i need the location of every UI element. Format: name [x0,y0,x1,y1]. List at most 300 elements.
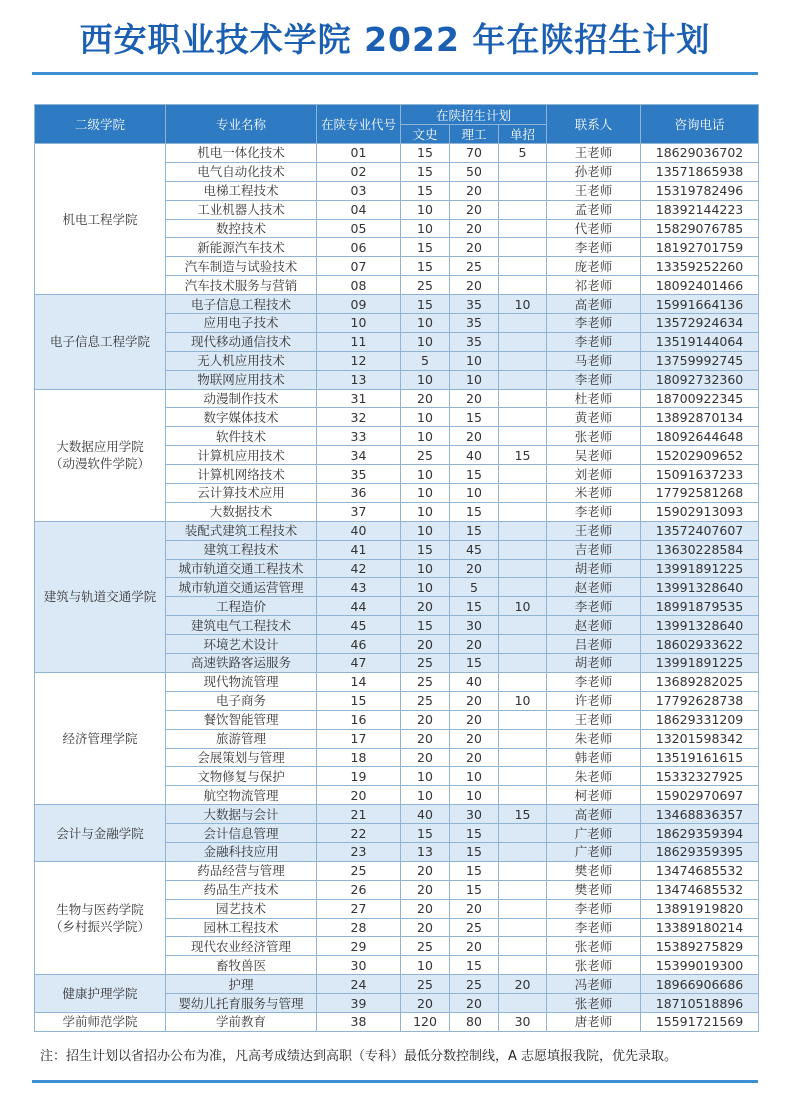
table-row [35,1012,759,1031]
cell-contact: 张老师 [547,427,641,446]
cell-science: 40 [450,446,499,465]
cell-single [499,937,547,956]
cell-contact: 李老师 [547,502,641,521]
cell-contact: 黄老师 [547,408,641,427]
cell-code: 27 [317,899,401,918]
cell-major: 数字媒体技术 [166,408,317,427]
cell-contact: 李老师 [547,899,641,918]
college-group [35,295,759,389]
cell-code: 43 [317,578,401,597]
cell-major: 学前教育 [166,1012,317,1031]
cell-phone: 13474685532 [641,880,759,899]
cell-science: 70 [450,144,499,163]
cell-single [499,672,547,691]
cell-science: 20 [450,181,499,200]
cell-contact: 赵老师 [547,616,641,635]
cell-college: 学前师范学院 [35,1012,166,1031]
cell-phone: 15991664136 [641,295,759,314]
cell-science: 25 [450,918,499,937]
cell-contact: 张老师 [547,956,641,975]
cell-major: 工业机器人技术 [166,200,317,219]
cell-phone: 13359252260 [641,257,759,276]
cell-major: 环境艺术设计 [166,635,317,654]
cell-single [499,351,547,370]
cell-contact: 李老师 [547,918,641,937]
cell-contact: 樊老师 [547,861,641,880]
cell-single [499,956,547,975]
cell-phone: 15399019300 [641,956,759,975]
cell-arts: 10 [401,408,450,427]
cell-single [499,616,547,635]
page-title: 西安职业技术学院 2022 年在陕招生计划 [79,20,711,59]
cell-code: 35 [317,465,401,484]
cell-arts: 20 [401,880,450,899]
footnote: 注：招生计划以省招办公布为准，凡高考成绩达到高职（专科）最低分数控制线，A 志愿填报我院，优先录取。 [40,1049,678,1064]
cell-phone: 13474685532 [641,861,759,880]
cell-phone: 15902970697 [641,786,759,805]
cell-college: 机电工程学院 [35,144,166,295]
cell-science: 20 [450,559,499,578]
cell-contact: 张老师 [547,937,641,956]
cell-arts: 15 [401,257,450,276]
cell-arts: 25 [401,276,450,295]
cell-single: 30 [499,1012,547,1031]
cell-single [499,181,547,200]
cell-arts: 10 [401,314,450,333]
cell-contact: 刘老师 [547,465,641,484]
cell-single [499,748,547,767]
cell-contact: 李老师 [547,597,641,616]
cell-major: 高速铁路客运服务 [166,654,317,673]
cell-arts: 10 [401,502,450,521]
cell-major: 应用电子技术 [166,314,317,333]
cell-code: 47 [317,654,401,673]
cell-single [499,427,547,446]
cell-arts: 20 [401,597,450,616]
cell-science: 20 [450,219,499,238]
cell-arts: 40 [401,805,450,824]
cell-science: 20 [450,635,499,654]
cell-science: 25 [450,975,499,994]
cell-arts: 10 [401,465,450,484]
cell-phone: 18192701759 [641,238,759,257]
cell-arts: 10 [401,559,450,578]
table-row [35,672,759,691]
cell-science: 20 [450,389,499,408]
cell-major: 园艺技术 [166,899,317,918]
cell-science: 35 [450,295,499,314]
cell-phone: 13991891225 [641,654,759,673]
cell-arts: 10 [401,219,450,238]
cell-contact: 冯老师 [547,975,641,994]
cell-arts: 20 [401,635,450,654]
cell-phone: 13572407607 [641,521,759,540]
cell-science: 15 [450,521,499,540]
cell-arts: 20 [401,389,450,408]
cell-arts: 10 [401,521,450,540]
cell-arts: 120 [401,1012,450,1031]
cell-single [499,918,547,937]
cell-arts: 10 [401,370,450,389]
cell-arts: 5 [401,351,450,370]
cell-major: 机电一体化技术 [166,144,317,163]
cell-contact: 许老师 [547,691,641,710]
cell-single [499,635,547,654]
cell-arts: 15 [401,181,450,200]
cell-contact: 张老师 [547,994,641,1013]
cell-code: 26 [317,880,401,899]
cell-major: 大数据与会计 [166,805,317,824]
cell-science: 15 [450,842,499,861]
cell-single [499,162,547,181]
cell-single [499,389,547,408]
cell-single: 10 [499,691,547,710]
cell-major: 航空物流管理 [166,786,317,805]
cell-single [499,502,547,521]
cell-single: 10 [499,597,547,616]
cell-single [499,465,547,484]
cell-code: 11 [317,332,401,351]
cell-science: 20 [450,276,499,295]
cell-code: 14 [317,672,401,691]
cell-single [499,219,547,238]
cell-phone: 13991328640 [641,616,759,635]
cell-contact: 李老师 [547,370,641,389]
cell-arts: 13 [401,842,450,861]
college-group [35,1012,759,1031]
cell-science: 40 [450,672,499,691]
cell-single [499,578,547,597]
cell-phone: 18602933622 [641,635,759,654]
cell-major: 畜牧兽医 [166,956,317,975]
cell-phone: 13630228584 [641,540,759,559]
cell-major: 园林工程技术 [166,918,317,937]
cell-contact: 高老师 [547,295,641,314]
cell-major: 云计算技术应用 [166,484,317,503]
cell-code: 02 [317,162,401,181]
cell-phone: 13468836357 [641,805,759,824]
cell-code: 12 [317,351,401,370]
cell-phone: 18392144223 [641,200,759,219]
cell-contact: 王老师 [547,144,641,163]
cell-science: 10 [450,786,499,805]
cell-college: 生物与医药学院 （乡村振兴学院） [35,861,166,974]
cell-code: 24 [317,975,401,994]
cell-major: 电梯工程技术 [166,181,317,200]
cell-phone: 15829076785 [641,219,759,238]
cell-science: 30 [450,805,499,824]
cell-phone: 13572924634 [641,314,759,333]
cell-code: 22 [317,824,401,843]
table-row [35,861,759,880]
cell-major: 城市轨道交通工程技术 [166,559,317,578]
cell-science: 15 [450,880,499,899]
cell-phone: 18710518896 [641,994,759,1013]
cell-phone: 15091637233 [641,465,759,484]
cell-contact: 樊老师 [547,880,641,899]
cell-major: 药品生产技术 [166,880,317,899]
cell-code: 05 [317,219,401,238]
header-arts: 文史 [401,125,450,144]
cell-science: 10 [450,767,499,786]
cell-single [499,842,547,861]
cell-arts: 10 [401,200,450,219]
cell-phone: 13892870134 [641,408,759,427]
cell-code: 41 [317,540,401,559]
cell-phone: 15591721569 [641,1012,759,1031]
cell-contact: 吴老师 [547,446,641,465]
header-single: 单招 [499,125,547,144]
cell-phone: 13519161615 [641,748,759,767]
header-code: 在陕专业代号 [317,105,401,144]
college-group [35,975,759,1013]
cell-contact: 朱老师 [547,729,641,748]
cell-phone: 18629359395 [641,842,759,861]
cell-science: 20 [450,729,499,748]
cell-phone: 13689282025 [641,672,759,691]
cell-major: 建筑电气工程技术 [166,616,317,635]
cell-major: 文物修复与保护 [166,767,317,786]
cell-single [499,767,547,786]
header-phone: 咨询电话 [641,105,759,144]
cell-single [499,484,547,503]
cell-arts: 15 [401,540,450,559]
cell-college: 电子信息工程学院 [35,295,166,389]
cell-arts: 15 [401,616,450,635]
cell-contact: 庞老师 [547,257,641,276]
cell-college: 大数据应用学院 （动漫软件学院） [35,389,166,521]
cell-science: 15 [450,597,499,616]
cell-science: 20 [450,200,499,219]
cell-single: 5 [499,144,547,163]
cell-phone: 13571865938 [641,162,759,181]
cell-code: 34 [317,446,401,465]
cell-major: 药品经营与管理 [166,861,317,880]
cell-phone: 13519144064 [641,332,759,351]
cell-science: 35 [450,332,499,351]
cell-contact: 广老师 [547,842,641,861]
cell-contact: 杜老师 [547,389,641,408]
cell-phone: 15902913093 [641,502,759,521]
cell-science: 80 [450,1012,499,1031]
cell-arts: 15 [401,295,450,314]
cell-major: 护理 [166,975,317,994]
cell-single [499,994,547,1013]
cell-phone: 15319782496 [641,181,759,200]
cell-arts: 15 [401,162,450,181]
cell-single [499,370,547,389]
header-plan: 在陕招生计划 [401,105,547,125]
cell-contact: 吕老师 [547,635,641,654]
cell-major: 软件技术 [166,427,317,446]
cell-code: 03 [317,181,401,200]
cell-arts: 20 [401,710,450,729]
cell-science: 20 [450,691,499,710]
cell-code: 04 [317,200,401,219]
cell-science: 20 [450,427,499,446]
cell-contact: 米老师 [547,484,641,503]
table-row [35,805,759,824]
cell-major: 物联网应用技术 [166,370,317,389]
cell-major: 新能源汽车技术 [166,238,317,257]
cell-contact: 吉老师 [547,540,641,559]
cell-college: 健康护理学院 [35,975,166,1013]
table-row [35,389,759,408]
cell-code: 23 [317,842,401,861]
cell-code: 46 [317,635,401,654]
cell-major: 金融科技应用 [166,842,317,861]
cell-science: 15 [450,502,499,521]
cell-arts: 25 [401,446,450,465]
cell-phone: 13759992745 [641,351,759,370]
cell-science: 20 [450,937,499,956]
cell-major: 工程造价 [166,597,317,616]
cell-arts: 15 [401,824,450,843]
cell-contact: 祁老师 [547,276,641,295]
college-group [35,861,759,974]
cell-contact: 唐老师 [547,1012,641,1031]
cell-phone: 13201598342 [641,729,759,748]
cell-phone: 18991879535 [641,597,759,616]
cell-science: 25 [450,257,499,276]
cell-major: 婴幼儿托育服务与管理 [166,994,317,1013]
cell-major: 大数据技术 [166,502,317,521]
title-divider [32,72,758,75]
cell-major: 无人机应用技术 [166,351,317,370]
cell-major: 现代移动通信技术 [166,332,317,351]
cell-single [499,521,547,540]
cell-arts: 15 [401,238,450,257]
cell-single [499,257,547,276]
cell-single: 15 [499,446,547,465]
cell-contact: 赵老师 [547,578,641,597]
cell-college: 会计与金融学院 [35,805,166,862]
college-group [35,805,759,862]
cell-science: 50 [450,162,499,181]
cell-arts: 20 [401,918,450,937]
cell-science: 10 [450,351,499,370]
cell-phone: 13389180214 [641,918,759,937]
cell-phone: 13991891225 [641,559,759,578]
cell-major: 会计信息管理 [166,824,317,843]
cell-arts: 10 [401,484,450,503]
cell-arts: 20 [401,729,450,748]
table-row [35,521,759,540]
cell-code: 36 [317,484,401,503]
cell-code: 08 [317,276,401,295]
cell-single [499,540,547,559]
cell-major: 餐饮智能管理 [166,710,317,729]
cell-contact: 孟老师 [547,200,641,219]
cell-phone: 18700922345 [641,389,759,408]
header-major: 专业名称 [166,105,317,144]
cell-code: 33 [317,427,401,446]
cell-major: 数控技术 [166,219,317,238]
cell-science: 30 [450,616,499,635]
cell-science: 20 [450,238,499,257]
cell-phone: 13891919820 [641,899,759,918]
cell-single [499,786,547,805]
cell-single: 20 [499,975,547,994]
table-row [35,975,759,994]
cell-single: 15 [499,805,547,824]
cell-code: 18 [317,748,401,767]
cell-contact: 王老师 [547,181,641,200]
cell-phone: 15332327925 [641,767,759,786]
cell-contact: 胡老师 [547,654,641,673]
cell-code: 38 [317,1012,401,1031]
cell-phone: 18966906686 [641,975,759,994]
cell-contact: 李老师 [547,332,641,351]
cell-code: 15 [317,691,401,710]
cell-contact: 胡老师 [547,559,641,578]
cell-single [499,729,547,748]
cell-code: 25 [317,861,401,880]
cell-code: 31 [317,389,401,408]
cell-science: 15 [450,956,499,975]
header-contact: 联系人 [547,105,641,144]
cell-arts: 25 [401,672,450,691]
college-group [35,389,759,521]
cell-contact: 高老师 [547,805,641,824]
cell-major: 计算机应用技术 [166,446,317,465]
cell-arts: 25 [401,654,450,673]
cell-code: 32 [317,408,401,427]
cell-contact: 韩老师 [547,748,641,767]
cell-contact: 王老师 [547,521,641,540]
cell-single [499,880,547,899]
cell-major: 电子商务 [166,691,317,710]
cell-major: 现代物流管理 [166,672,317,691]
college-group [35,521,759,672]
cell-arts: 15 [401,144,450,163]
cell-contact: 李老师 [547,672,641,691]
cell-major: 建筑工程技术 [166,540,317,559]
cell-arts: 10 [401,767,450,786]
cell-major: 现代农业经济管理 [166,937,317,956]
cell-major: 动漫制作技术 [166,389,317,408]
cell-single [499,408,547,427]
cell-single [499,332,547,351]
cell-major: 会展策划与管理 [166,748,317,767]
cell-phone: 15389275829 [641,937,759,956]
cell-single: 10 [499,295,547,314]
cell-phone: 17792628738 [641,691,759,710]
cell-science: 15 [450,408,499,427]
cell-phone: 18092644648 [641,427,759,446]
cell-arts: 25 [401,937,450,956]
cell-single [499,899,547,918]
cell-arts: 10 [401,786,450,805]
cell-code: 19 [317,767,401,786]
cell-phone: 13991328640 [641,578,759,597]
table-row [35,144,759,163]
cell-major: 汽车制造与试验技术 [166,257,317,276]
cell-arts: 10 [401,956,450,975]
cell-contact: 李老师 [547,314,641,333]
cell-college: 建筑与轨道交通学院 [35,521,166,672]
cell-code: 10 [317,314,401,333]
cell-major: 装配式建筑工程技术 [166,521,317,540]
cell-single [499,238,547,257]
cell-code: 07 [317,257,401,276]
cell-science: 20 [450,899,499,918]
cell-code: 16 [317,710,401,729]
cell-arts: 25 [401,691,450,710]
cell-code: 30 [317,956,401,975]
cell-code: 09 [317,295,401,314]
cell-science: 15 [450,824,499,843]
